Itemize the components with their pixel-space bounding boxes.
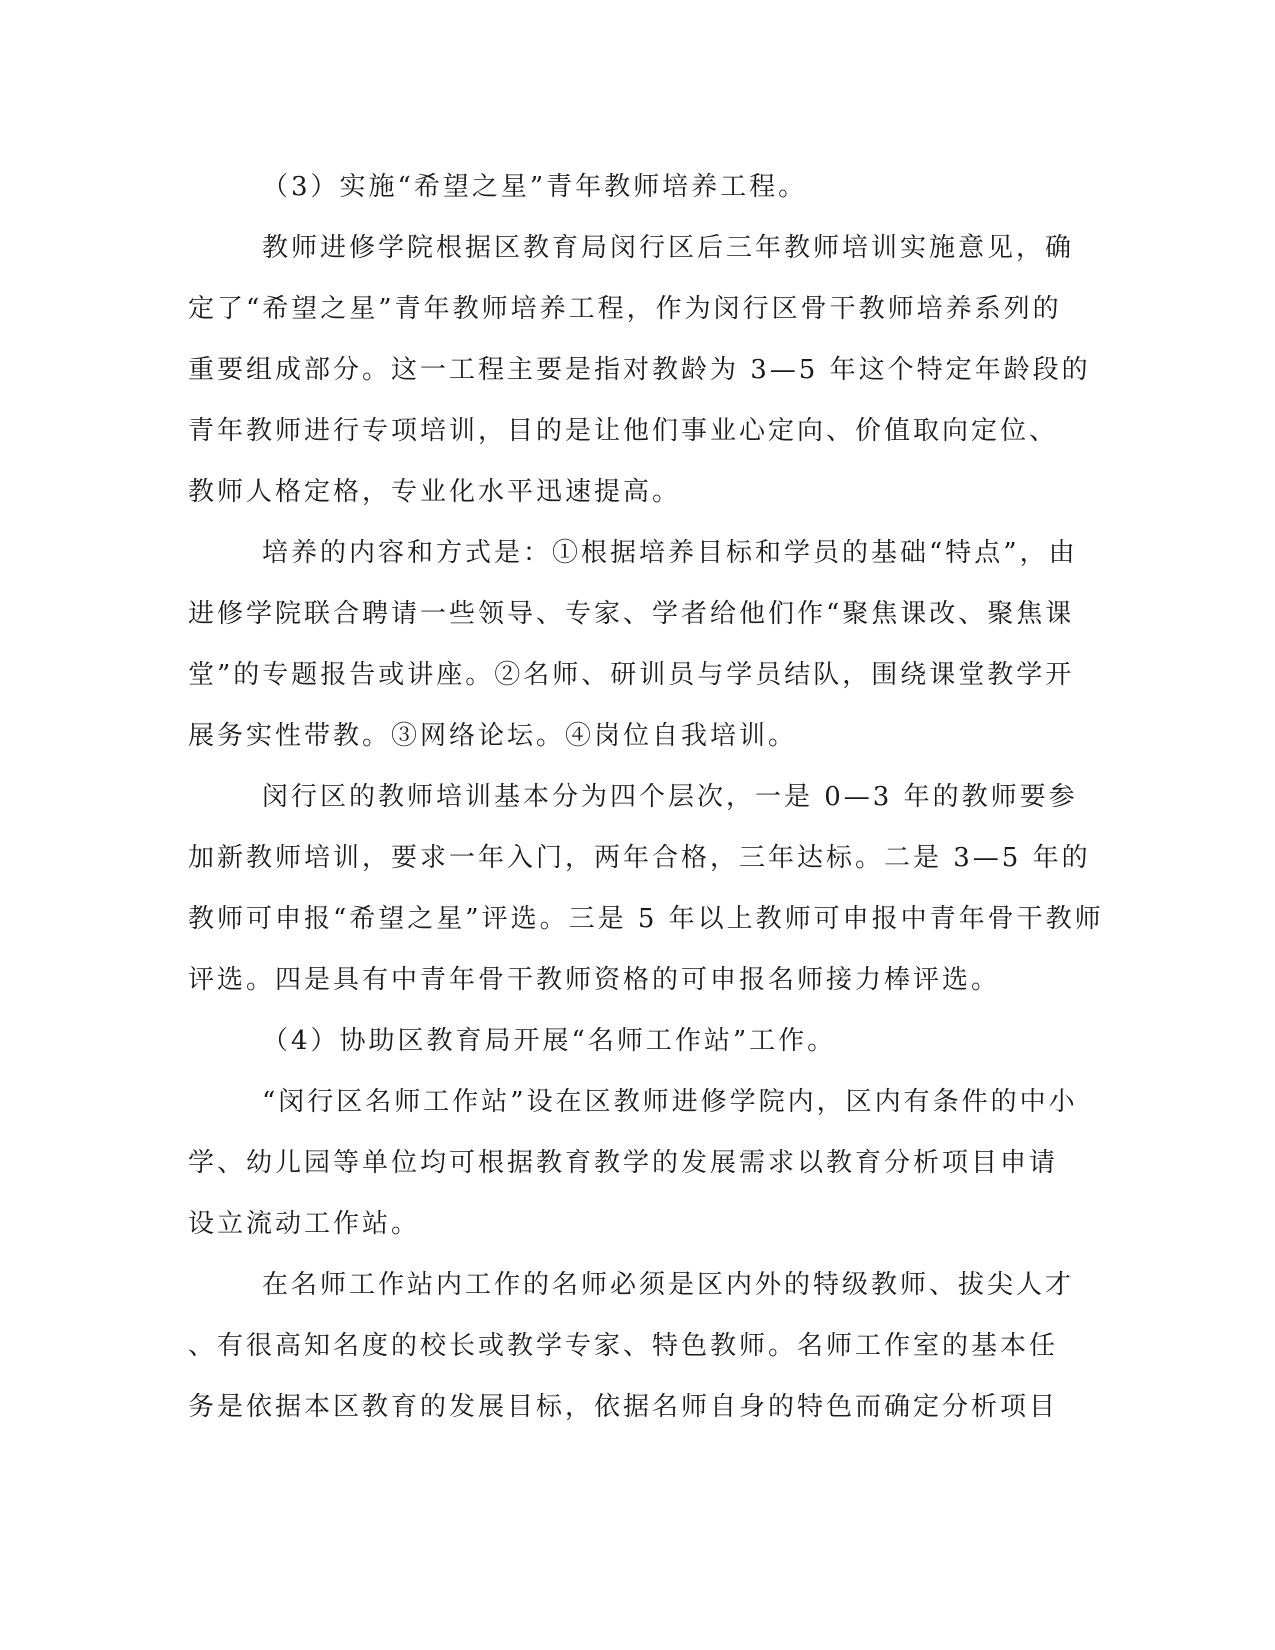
text-line: 、有很高知名度的校长或教学专家、特色教师。名师工作室的基本任 [188,1331,1059,1361]
paragraph [188,157,1088,218]
paragraph [188,1255,1088,1438]
text-line: 评选。四是具有中青年骨干教师资格的可申报名师接力棒评选。 [188,965,1001,995]
text-line: 务是依据本区教育的发展目标，依据名师自身的特色而确定分析项目 [188,1392,1059,1422]
text-line: 设立流动工作站。 [188,1209,421,1239]
text-line: （3）实施“希望之星”青年教师培养工程。 [262,172,808,202]
paragraph [188,1072,1088,1255]
text-line: 教师人格定格，专业化水平迅速提高。 [188,477,682,507]
text-line: 堂”的专题报告或讲座。②名师、研训员与学员结队，围绕课堂教学开 [188,660,1075,690]
text-line: 在名师工作站内工作的名师必须是区内外的特级教师、拔尖人才 [262,1270,1075,1300]
text-line: 青年教师进行专项培训，目的是让他们事业心定向、价值取向定位、 [188,416,1059,446]
text-line: 展务实性带教。③网络论坛。④岗位自我培训。 [188,721,798,751]
text-line: 加新教师培训，要求一年入门，两年合格，三年达标。二是 3—5 年的 [188,843,1091,873]
paragraph [188,218,1091,523]
text-line: 教师可申报“希望之星”评选。三是 5 年以上教师可申报中青年骨干教师 [188,904,1104,934]
document-page [188,157,1104,1438]
text-line: 进修学院联合聘请一些领导、专家、学者给他们作“聚焦课改、聚焦课 [188,599,1075,629]
paragraph [188,1011,1088,1072]
text-line: 学、幼儿园等单位均可根据教育教学的发展需求以教育分析项目申请 [188,1148,1059,1178]
text-line: “闵行区名师工作站”设在区教师进修学院内，区内有条件的中小 [262,1087,1078,1117]
text-line: 重要组成部分。这一工程主要是指对教龄为 3—5 年这个特定年龄段的 [188,355,1091,385]
text-line: 定了“希望之星”青年教师培养工程，作为闵行区骨干教师培养系列的 [188,294,1062,324]
text-line: 闵行区的教师培训基本分为四个层次，一是 0—3 年的教师要参 [262,782,1078,812]
paragraph [188,767,1104,1011]
text-line: 教师进修学院根据区教育局闵行区后三年教师培训实施意见，确 [262,233,1075,263]
text-line: 培养的内容和方式是：①根据培养目标和学员的基础“特点”，由 [262,538,1078,568]
text-line: （4）协助区教育局开展“名师工作站”工作。 [262,1026,837,1056]
paragraph [188,523,1088,767]
